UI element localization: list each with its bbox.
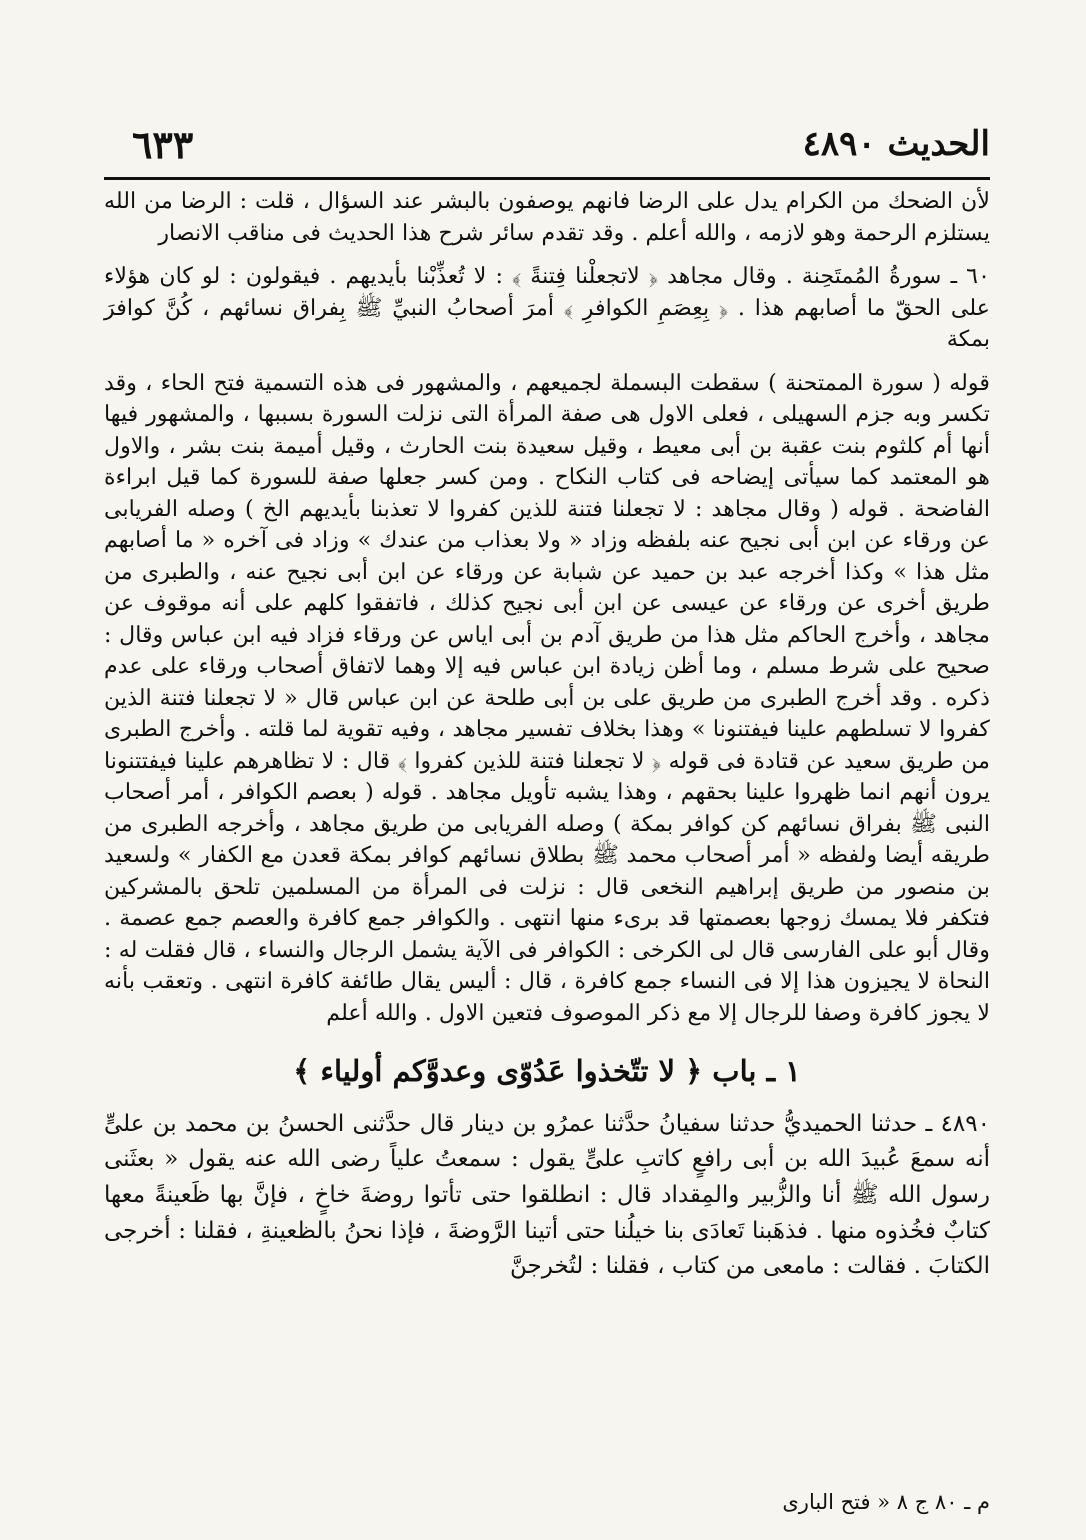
main-text — [104, 186, 990, 1289]
hadith-text: ٤٨٩٠ ـ حدثنا الحميديُّ حدثنا سفيانُ حدَّثنا عمرُو بن دينار قال حدَّثنى الحسنُ بن محمد بن علىٍّ أنه سمعَ عُبيدَ الله بن أبى رافعٍ كاتبِ علىٍّ يقول : سمعتُ علياً رضى الله عنه يقول « بعثَنى رسول الله ﷺ أنا والزُّبير والمِقداد قال : انطلقوا حتى تأتوا روضةَ خاخٍ ، فإنَّ بها ظَعينةً معها كتابٌ فخُذوه منها . فذهَبنا تَعادَى بنا خيلُنا حتى أتينا الرَّوضةَ ، فإذا نحنُ بالظعينةِ ، فقلنا : أخرجى الكتابَ . فقالت : مامعى من كتاب ، فقلنا : لتُخرجنَّ — [104, 1110, 990, 1280]
chapter-heading: ١ ـ باب ﴿ لا تتّخذوا عَدُوّى وعدوَّكم أولياء ﴾ — [293, 1054, 801, 1089]
footer-signature: م ـ ٨٠ ج ٨ « فتح البارى — [782, 1490, 990, 1514]
running-head-hadith-ref: الحديث ٤٨٩٠ — [802, 124, 990, 164]
header-rule — [104, 177, 990, 180]
paragraph-commentary: قوله ( سورة الممتحنة ) سقطت البسملة لجميعهم ، والمشهور فى هذه التسمية فتح الحاء ، وقد تكسر وبه جزم السهيلى ، فعلى الاول هى صفة المرأة التى نزلت السورة بسببها ، والمشهور فيها أنها أم كلثوم بنت عقبة بن أبى معيط ، وقيل سعيدة بنت الحارث ، وقيل أميمة بنت بشر ، والاول هو المعتمد كما سيأتى إيضاحه فى كتاب النكاح . ومن كسر جعلها صفة للسورة كما قيل ابراءة الفاضحة . قوله ( وقال مجاهد : لا تجعلنا فتنة للذين كفروا لا تعذبنا بأيديهم الخ ) وصله الفريابى عن ورقاء عن ابن أبى نجيح عنه بلفظه وزاد « ولا بعذاب من عندك » وزاد فى آخره « ما أصابهم مثل هذا » وكذا أخرجه عبد بن حميد عن شبابة عن ورقاء عن ابن أبى نجيح عنه ، والطبرى من طريق أخرى عن ورقاء عن عيسى عن ابن أبى نجيح كذلك ، فاتفقوا كلهم على أنه موقوف عن مجاهد ، وأخرج الحاكم مثل هذا من طريق آدم بن أبى اياس عن ورقاء فزاد فيه ابن عباس وقال : صحيح على شرط مسلم ، وما أظن زيادة ابن عباس فيه إلا وهما لاتفاق أصحاب ورقاء على عدم ذكره . وقد أخرج الطبرى من طريق على بن أبى طلحة عن ابن عباس قال « لا تجعلنا فتنة الذين كفروا لا تسلطهم علينا فيفتنونا » وهذا بخلاف تفسير مجاهد ، وفيه تقوية لما قلته . وأخرج الطبرى من طريق سعيد عن قتادة فى قوله ﴿ لا تجعلنا فتنة للذين كفروا ﴾ قال : لا تظاهرهم علينا فيفتتنونا يرون أنهم انما ظهروا علينا بحقهم ، وهذا يشبه تأويل مجاهد . قوله ( بعصم الكوافر ، أمر أصحاب النبى ﷺ بفراق نسائهم كن كوافر بمكة ) وصله الفريابى من طريق مجاهد ، وأخرجه الطبرى من طريقه أيضا ولفظه « أمر أصحاب محمد ﷺ بطلاق نسائهم كوافر بمكة قعدن مع الكفار » ولسعيد بن منصور من طريق إبراهيم النخعى قال : نزلت فى المرأة من المسلمين تلحق بالمشركين فتكفر فلا يمسك زوجها بعصمتها قد برىء منها انتهى . والكوافر جمع كافرة والعصم جمع عصمة . وقال أبو على الفارسى قال لى الكرخى : الكوافر فى الآية يشمل الرجال والنساء ، قال فقلت له : النحاة لا يجيزون هذا إلا فى النساء جمع كافرة ، قال : أليس يقال طائفة كافرة انتهى . وتعقب بأنه لا يجوز كافرة وصفا للرجال إلا مع ذكر الموصوف فتعين الاول . والله أعلم — [104, 369, 990, 1026]
page-footer — [104, 1490, 990, 1520]
page-number: ٦٣٣ — [132, 122, 194, 167]
page-header — [104, 124, 990, 174]
hadith-block — [104, 1107, 990, 1285]
paragraph-continuation: لأن الضحك من الكرام يدل على الرضا فانهم يوصفون بالبشر عند السؤال ، قلت : الرضا من الله يستلزم الرحمة وهو لازمه ، والله أعلم . وقد تقدم سائر شرح هذا الحديث فى مناقب الانصار — [104, 188, 990, 246]
paragraph-surah-title: ٦٠ ـ سورةُ المُمتَحِنة . وقال مجاهد ﴿ لاتجعلْنا فِتنةً ﴾ : لا تُعذِّبْنا بأيديهم . فيقولون : لو كان هؤلاء على الحقّ ما أصابهم هذا . ﴿ بِعِصَمِ الكوافرِ ﴾ أمرَ أصحابُ النبيِّ ﷺ بِفراق نسائهم ، كُنَّ كوافرَ بمكة — [104, 263, 990, 353]
